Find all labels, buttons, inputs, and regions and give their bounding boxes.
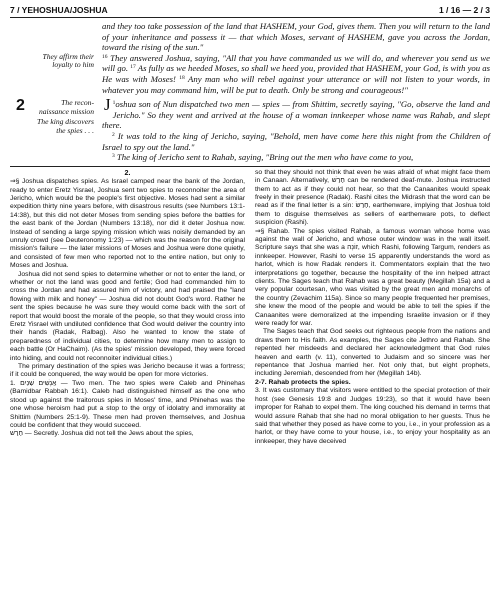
chapter-2-verse-1 — [102, 95, 490, 131]
commentary-paragraph: ⇒§ Rahab. The spies visited Rahab, a famous woman whose home was against the wall of Jericho, and whose outer window was in the wall itself. Scripture says that she was a זוֹנָה, which Rashi, following Targum, renders as innkeeper. However, Rashi to verse 15 apparently understands the word as harlot, which is how Radak renders it. Commentators explain that the two interpretations go together, because the hospitality of the inn helped attract clients. The Sages teach that Rahab was a great beauty (Megillah 15a) and a very popular courtesan, who was visited by the great men and monarchs of the country (Zevachim 115a). Since so many people frequented her premises, she knew the mood of the people and would be able to tell the spies if the Canaanites were demoralized at the impending Israelite invasion or if they were ready for war. — [255, 227, 491, 328]
commentary — [10, 169, 490, 446]
commentary-paragraph: 1. אֲנָשִׁים שְׁנַיִם — Two men. The two spies were Caleb and Phinehas (Bamidbar Rabbah 16:1). Caleb had distinguished himself as the one who stood up against the traitorous spies in Moses' time, and Phinehas was the one whose heroism had put a stop to the orgy of idolatry and immorality at Shittim (Numbers 25:1-9). These men had proven themselves, and Joshua could be confident that they would succeed. — [10, 379, 245, 429]
translation-row-1 — [10, 21, 490, 53]
header-verse-range: 1 / 16 — 2 / 3 — [438, 5, 490, 15]
commentary-right-column — [255, 169, 490, 446]
verse-17: As fully as we heeded Moses, so shall we heed you, provided that HASHEM, your God, is with you as He was with Moses! — [102, 63, 491, 84]
commentary-paragraph: 3. It was customary that visitors were entitled to the special protection of their host (see Genesis 19:8 and Judges 19:23), so that it would have been improper for Rahab to expel them. The king couched his demand in terms that would assure Rahab that she had no moral obligation to her guests. Thus he said that whether they posed as have come to you, i.e., in your profession as a harlot, or they have come to your house, i.e., to enjoy your hospitality as an innkeeper, they have deceived — [255, 387, 490, 445]
verse-18: Any man who will rebel against your utterance or will not listen to your words, in whatever you may command him, will be put to death. Only be strong and courageous!" — [102, 73, 491, 95]
verse-2: It was told to the king of Jericho, saying, "Behold, men have come here this night from the Children of Israel to spy out the land." — [102, 130, 490, 152]
verse-number: 2 — [112, 131, 115, 138]
verse-number: 18 — [179, 74, 185, 81]
header-book-title: 7 / YEHOSHUA/JOSHUA — [10, 5, 108, 15]
margin-note-loyalty: They affirm their loyalty to him — [42, 51, 94, 70]
verse-3: The king of Jericho sent to Rahab, saying, "Bring out the men who have come to you, — [116, 152, 414, 163]
verse-1: oshua son of Nun dispatched two men — spies — from Shittim, secretly saying, "Go, observe the land and Jericho." So they went and arrived at the house of a woman innkeeper whose name was Rahab, and slept there. — [102, 99, 490, 131]
translation-text — [102, 21, 490, 53]
translation-text — [102, 95, 490, 163]
verse-number: 1 — [112, 100, 116, 107]
translation-row-2 — [10, 53, 490, 95]
translation-block — [10, 21, 490, 163]
margin-note-king: The king discovers the spies . . . — [37, 117, 94, 135]
verses-16-18 — [102, 53, 490, 95]
section-divider — [10, 166, 490, 167]
commentary-paragraph: ⇒§ Joshua dispatches spies. As Israel camped near the bank of the Jordan, ready to enter Eretz Yisrael, Joshua sent two spies to reconnoiter the area of Jericho, which would be the people's first objective. Moses had sent a similar expedition thirty nine years before, with disastrous results (see Numbers 13:1-14:38), but this did not deter Moses from sending spies before the battles for the east bank of the Jordan (Numbers 13:18), nor did it deter Joshua now. Instead of sending a large spying mission which was noisily demanded by an unruly crowd (see Deuteronomy 1:23) — which was the reason for the original mission's failure — the later missions of Moses and Joshua were done quietly, and consisted of few men who reported not to the entire nation, but only to Moses and Joshua. — [10, 178, 245, 270]
margin-gutter — [10, 99, 102, 163]
commentary-paragraph: The Sages teach that God seeks out righteous people from the nations and draws them to His faith. As examples, the Sages cite Jethro and Rahab. She repented her misdeeds and declared her acknowledgment that God rules heaven and earth (v. 11), converted to Judaism and so sincere was her repentance that Joshua married her. Not only that, but eight prophets, including Jeremiah, descended from her (Megillah 14b). — [255, 328, 490, 378]
translation-row-3 — [10, 95, 490, 163]
commentary-paragraph: Joshua did not send spies to determine whether or not to enter the land, or whether or not the land was good and fertile; God had commanded him to cross the Jordan and had assured him of victory, and had praised the "land flowing with milk and honey" — Joshua did not doubt God's word. Rather he sent the spies because he was sure they would come back with the sort of report that would boost the morale of the people, so that they would cross into Eretz Yisrael with undiluted confidence that God would deliver the country into their hands (Radak, Ralbag). Also he wanted to know the state of preparedness of individual cities, to determine how many men to assign to each battle (Or HaChaim). (As the spies' mission developed, they were forced into hiding, and could not reconnoiter individual cities.) — [10, 270, 245, 362]
drop-cap: J — [104, 95, 111, 115]
chapter-2-verse-3 — [102, 152, 490, 163]
commentary-chapter-heading: 2. — [124, 167, 131, 177]
verse-number: 17 — [130, 64, 136, 71]
verse-16: They answered Joshua, saying, "All that you have commanded us we will do, and wherever you send us we will go. — [102, 52, 490, 74]
commentary-left-column — [10, 169, 245, 446]
margin-gutter — [10, 53, 102, 95]
commentary-paragraph: חֶרֶשׁ — Secretly. Joshua did not tell the Jews about the spies, — [10, 430, 194, 438]
commentary-paragraph: The primary destination of the spies was Jericho because it was a fortress; if it could be conquered, the way would be open for more victories. — [10, 363, 245, 379]
verse-15-end: and they too take possession of the land that HASHEM, your God, gives them. Then you will return to the land of your inheritance and possess it — that which Moses, servant of HASHEM, gave you across the Jordan, toward the rising of the sun." — [102, 21, 490, 53]
chapter-2-verse-2 — [102, 131, 490, 152]
verse-number: 16 — [102, 53, 108, 60]
chapter-number: 2 — [16, 97, 25, 115]
translation-text — [102, 53, 490, 95]
running-header — [10, 5, 490, 18]
commentary-subheading: 2-7. Rahab protects the spies. — [255, 378, 351, 386]
margin-gutter — [10, 21, 102, 53]
commentary-paragraph: so that they should not think that even he was afraid of what might face them in Canaan. Alternatively, חֶרֶשׁ can be rendered deaf-mute. Joshua instructed them to act as if they could not hear, so that the Canaanites would speak freely in their presence (Radak). Rashi cites the Midrash that the word can be read as if the final letter is a sin: חֶרֶשׂ, earthenware, implying that Joshua told them to disguise themselves as sellers of earthenware pots, to deflect suspicion (Rashi). — [255, 168, 490, 227]
verse-number: 3 — [112, 153, 115, 160]
margin-note-mission: The recon-naissance mission — [38, 98, 94, 116]
